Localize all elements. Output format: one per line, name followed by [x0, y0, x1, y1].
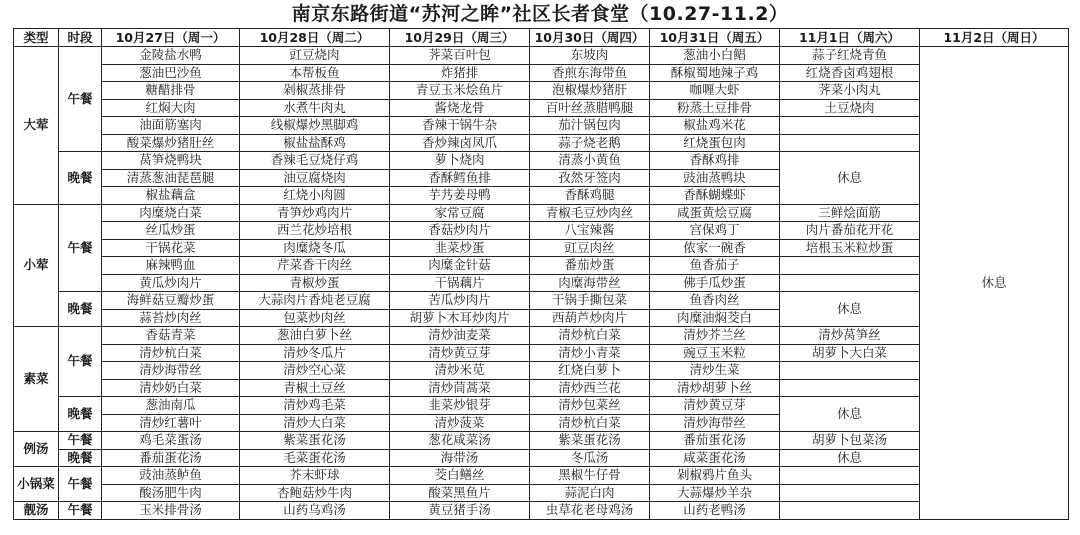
dish-cell: 炸猪排	[390, 64, 530, 82]
dish-cell: 干锅手撕包菜	[530, 292, 650, 310]
dish-cell: 虫草花老母鸡汤	[530, 502, 650, 520]
dish-cell	[780, 117, 920, 135]
table-row	[14, 484, 1069, 502]
table-row	[14, 82, 1069, 100]
dish-cell: 韭菜炒蛋	[390, 239, 530, 257]
dish-cell: 剁椒鸦片鱼头	[650, 467, 780, 485]
dish-cell: 茭白鳝丝	[390, 467, 530, 485]
dish-cell: 韭菜炒银芽	[390, 397, 530, 415]
dish-cell: 酸菜黑鱼片	[390, 484, 530, 502]
period-label: 午餐	[59, 327, 102, 397]
dish-cell: 清炒莴笋丝	[780, 327, 920, 345]
dish-cell: 培根玉米粒炒蛋	[780, 239, 920, 257]
dish-cell: 番茄蛋花汤	[102, 449, 240, 467]
dish-cell: 酱烧龙骨	[390, 99, 530, 117]
dish-cell: 海鲜菇豆瓣炒蛋	[102, 292, 240, 310]
dish-cell: 香辣干锅牛杂	[390, 117, 530, 135]
period-label: 午餐	[59, 502, 102, 520]
column-header: 10月28日（周二）	[240, 29, 390, 47]
dish-cell: 肉糜金针菇	[390, 257, 530, 275]
dish-cell: 肉糜油焖茭白	[650, 309, 780, 327]
dish-cell: 蒜苔炒肉丝	[102, 309, 240, 327]
dish-cell: 葱油巴沙鱼	[102, 64, 240, 82]
dish-cell: 清炒茼蒿菜	[390, 379, 530, 397]
dish-cell: 椒盐鸡米花	[650, 117, 780, 135]
dish-cell: 本帮板鱼	[240, 64, 390, 82]
dish-cell: 金陵盐水鸭	[102, 47, 240, 65]
dish-cell: 清炒生菜	[650, 362, 780, 380]
dish-cell: 香煎东海带鱼	[530, 64, 650, 82]
dish-cell	[780, 274, 920, 292]
dish-cell: 芹菜香干肉丝	[240, 257, 390, 275]
dish-cell: 水煮牛肉丸	[240, 99, 390, 117]
dish-cell: 家常豆腐	[390, 204, 530, 222]
dish-cell: 黄瓜炒肉片	[102, 274, 240, 292]
dish-cell: 杏鲍菇炒牛肉	[240, 484, 390, 502]
dish-cell: 清炒大白菜	[240, 414, 390, 432]
dish-cell: 肉糜海带丝	[530, 274, 650, 292]
table-row	[14, 449, 1069, 467]
dish-cell: 鱼香茄子	[650, 257, 780, 275]
dish-cell: 清炒包菜丝	[530, 397, 650, 415]
period-label: 午餐	[59, 432, 102, 450]
dish-cell: 土豆烧肉	[780, 99, 920, 117]
dish-cell: 荠菜百叶包	[390, 47, 530, 65]
dish-cell	[780, 379, 920, 397]
dish-cell: 香酥蝴蝶虾	[650, 187, 780, 205]
table-row	[14, 222, 1069, 240]
table-row	[14, 117, 1069, 135]
table-row	[14, 274, 1069, 292]
category-label: 例汤	[14, 432, 59, 467]
dish-cell: 椒盐盐酥鸡	[240, 134, 390, 152]
table-row	[14, 397, 1069, 415]
dish-cell: 胡萝卜木耳炒肉片	[390, 309, 530, 327]
dish-cell: 紫菜蛋花汤	[530, 432, 650, 450]
table-row	[14, 292, 1069, 310]
period-label: 午餐	[59, 47, 102, 152]
dish-cell: 荠菜小肉丸	[780, 82, 920, 100]
dish-cell: 东坡肉	[530, 47, 650, 65]
dish-cell: 鸡毛菜蛋汤	[102, 432, 240, 450]
table-row	[14, 362, 1069, 380]
dish-cell: 豉油蒸鸭块	[650, 169, 780, 187]
dish-cell: 蒜子烧老鹅	[530, 134, 650, 152]
dish-cell: 清炒杭白菜	[102, 344, 240, 362]
dish-cell: 清炒小青菜	[530, 344, 650, 362]
dish-cell: 干锅藕片	[390, 274, 530, 292]
dish-cell: 线椒爆炒黑脚鸡	[240, 117, 390, 135]
dish-cell: 清炒冬瓜片	[240, 344, 390, 362]
dish-cell: 孜然牙签肉	[530, 169, 650, 187]
dish-cell: 清炒油麦菜	[390, 327, 530, 345]
dish-cell	[780, 134, 920, 152]
dish-cell: 清炒奶白菜	[102, 379, 240, 397]
period-label: 晚餐	[59, 397, 102, 432]
dish-cell: 红烧小肉圆	[240, 187, 390, 205]
dish-cell: 休息	[780, 449, 920, 467]
dish-cell: 清炒海带丝	[650, 414, 780, 432]
dish-cell: 豇豆肉丝	[530, 239, 650, 257]
dish-cell: 清炒黄豆芽	[650, 397, 780, 415]
dish-cell: 清炒胡萝卜丝	[650, 379, 780, 397]
dish-cell: 苦瓜炒肉片	[390, 292, 530, 310]
saturday-rest-cell: 休息	[780, 152, 920, 205]
column-header: 时段	[59, 29, 102, 47]
column-header: 10月31日（周五）	[650, 29, 780, 47]
dish-cell: 酥椒蜀地辣子鸡	[650, 64, 780, 82]
dish-cell: 香菇青菜	[102, 327, 240, 345]
dish-cell: 山药老鸭汤	[650, 502, 780, 520]
dish-cell: 芥末虾球	[240, 467, 390, 485]
dish-cell: 清蒸葱油琵琶腿	[102, 169, 240, 187]
column-header: 类型	[14, 29, 59, 47]
column-header: 10月30日（周四）	[530, 29, 650, 47]
period-label: 晚餐	[59, 292, 102, 327]
dish-cell: 椒盐藕盒	[102, 187, 240, 205]
dish-cell: 糖醋排骨	[102, 82, 240, 100]
dish-cell: 红烧白萝卜	[530, 362, 650, 380]
dish-cell: 清炒黄豆芽	[390, 344, 530, 362]
dish-cell: 泡椒爆炒猪肝	[530, 82, 650, 100]
dish-cell: 香菇炒肉片	[390, 222, 530, 240]
dish-cell: 清炒西兰花	[530, 379, 650, 397]
dish-cell: 西兰花炒培根	[240, 222, 390, 240]
table-row	[14, 467, 1069, 485]
dish-cell: 清炒杭白菜	[530, 414, 650, 432]
dish-cell: 清炒杭白菜	[530, 327, 650, 345]
dish-cell: 咸蛋黄烩豆腐	[650, 204, 780, 222]
table-row	[14, 64, 1069, 82]
dish-cell: 鱼香肉丝	[650, 292, 780, 310]
saturday-rest-cell: 休息	[780, 397, 920, 432]
dish-cell: 红烧香卤鸡翅根	[780, 64, 920, 82]
dish-cell: 粉蒸土豆排骨	[650, 99, 780, 117]
dish-cell: 清炒鸡毛菜	[240, 397, 390, 415]
column-header: 11月1日（周六）	[780, 29, 920, 47]
dish-cell: 酸汤肥牛肉	[102, 484, 240, 502]
period-label: 晚餐	[59, 449, 102, 467]
dish-cell: 紫菜蛋花汤	[240, 432, 390, 450]
dish-cell: 胡萝卜包菜汤	[780, 432, 920, 450]
dish-cell: 包菜炒肉丝	[240, 309, 390, 327]
period-label: 午餐	[59, 467, 102, 502]
sunday-rest-cell: 休息	[920, 47, 1069, 520]
dish-cell: 葱油白萝卜丝	[240, 327, 390, 345]
dish-cell: 冬瓜汤	[530, 449, 650, 467]
dish-cell: 侬家一碗香	[650, 239, 780, 257]
dish-cell: 玉米排骨汤	[102, 502, 240, 520]
dish-cell: 清炒红薯叶	[102, 414, 240, 432]
dish-cell: 剁椒蒸排骨	[240, 82, 390, 100]
dish-cell: 海带汤	[390, 449, 530, 467]
period-label: 午餐	[59, 204, 102, 292]
dish-cell: 佛手瓜炒蛋	[650, 274, 780, 292]
dish-cell: 豇豆烧肉	[240, 47, 390, 65]
header-row	[14, 29, 1069, 47]
dish-cell: 肉糜烧冬瓜	[240, 239, 390, 257]
dish-cell: 葱油南瓜	[102, 397, 240, 415]
dish-cell: 肉片番茄花开花	[780, 222, 920, 240]
dish-cell: 萝卜烧肉	[390, 152, 530, 170]
table-row	[14, 204, 1069, 222]
empty-cell	[780, 467, 920, 485]
category-label: 靓汤	[14, 502, 59, 520]
dish-cell: 大蒜爆炒羊杂	[650, 484, 780, 502]
dish-cell: 豉油蒸鲈鱼	[102, 467, 240, 485]
dish-cell: 莴笋烧鸭块	[102, 152, 240, 170]
category-label: 小锅菜	[14, 467, 59, 502]
dish-cell: 葱花咸菜汤	[390, 432, 530, 450]
dish-cell: 山药乌鸡汤	[240, 502, 390, 520]
dish-cell: 毛菜蛋花汤	[240, 449, 390, 467]
dish-cell: 三鲜烩面筋	[780, 204, 920, 222]
period-label: 晚餐	[59, 152, 102, 205]
dish-cell: 咖喱大虾	[650, 82, 780, 100]
dish-cell: 咸菜蛋花汤	[650, 449, 780, 467]
dish-cell: 八宝辣酱	[530, 222, 650, 240]
menu-table	[13, 28, 1069, 520]
dish-cell: 青椒炒蛋	[240, 274, 390, 292]
page-title: 南京东路街道“苏河之眸”社区长者食堂（10.27-11.2）	[291, 3, 789, 25]
dish-cell: 香辣毛豆烧仔鸡	[240, 152, 390, 170]
dish-cell: 清炒芥兰丝	[650, 327, 780, 345]
empty-cell	[780, 484, 920, 502]
dish-cell: 丝瓜炒蛋	[102, 222, 240, 240]
dish-cell: 青豆玉米烩鱼片	[390, 82, 530, 100]
dish-cell: 酸菜爆炒猪肚丝	[102, 134, 240, 152]
dish-cell: 葱油小白鲳	[650, 47, 780, 65]
dish-cell: 清蒸小黄鱼	[530, 152, 650, 170]
column-header: 11月2日（周日）	[920, 29, 1069, 47]
dish-cell: 番茄蛋花汤	[650, 432, 780, 450]
category-label: 小荤	[14, 204, 59, 327]
dish-cell: 豌豆玉米粒	[650, 344, 780, 362]
dish-cell	[780, 362, 920, 380]
dish-cell: 黑椒牛仔骨	[530, 467, 650, 485]
empty-cell	[780, 502, 920, 520]
dish-cell: 芋艿姜母鸭	[390, 187, 530, 205]
table-row	[14, 327, 1069, 345]
dish-cell: 干锅花菜	[102, 239, 240, 257]
dish-cell: 红烧蛋包肉	[650, 134, 780, 152]
table-row	[14, 134, 1069, 152]
dish-cell: 百叶丝蒸腊鸭腿	[530, 99, 650, 117]
dish-cell: 黄豆猪手汤	[390, 502, 530, 520]
table-row	[14, 239, 1069, 257]
table-row	[14, 47, 1069, 65]
table-row	[14, 502, 1069, 520]
category-label: 素菜	[14, 327, 59, 432]
dish-cell: 清炒菠菜	[390, 414, 530, 432]
dish-cell: 清炒米苋	[390, 362, 530, 380]
dish-cell: 清炒空心菜	[240, 362, 390, 380]
table-row	[14, 432, 1069, 450]
table-row	[14, 344, 1069, 362]
dish-cell: 油豆腐烧肉	[240, 169, 390, 187]
dish-cell: 蒜子红烧青鱼	[780, 47, 920, 65]
dish-cell: 青椒土豆丝	[240, 379, 390, 397]
column-header: 10月29日（周三）	[390, 29, 530, 47]
dish-cell: 香酥鸡排	[650, 152, 780, 170]
dish-cell: 香炒辣卤凤爪	[390, 134, 530, 152]
dish-cell: 茄汁锅包肉	[530, 117, 650, 135]
dish-cell: 番茄炒蛋	[530, 257, 650, 275]
table-row	[14, 257, 1069, 275]
saturday-rest-cell: 休息	[780, 292, 920, 327]
table-row	[14, 99, 1069, 117]
dish-cell: 麻辣鸭血	[102, 257, 240, 275]
table-row	[14, 152, 1069, 170]
table-row	[14, 379, 1069, 397]
dish-cell: 红焖大肉	[102, 99, 240, 117]
dish-cell: 宫保鸡丁	[650, 222, 780, 240]
dish-cell: 青椒毛豆炒肉丝	[530, 204, 650, 222]
dish-cell: 肉糜烧白菜	[102, 204, 240, 222]
dish-cell	[780, 257, 920, 275]
dish-cell: 西葫芦炒肉片	[530, 309, 650, 327]
dish-cell: 胡萝卜大白菜	[780, 344, 920, 362]
dish-cell: 蒜泥白肉	[530, 484, 650, 502]
column-header: 10月27日（周一）	[102, 29, 240, 47]
dish-cell: 油面筋塞肉	[102, 117, 240, 135]
dish-cell: 香酥鸡腿	[530, 187, 650, 205]
dish-cell: 清炒海带丝	[102, 362, 240, 380]
dish-cell: 青笋炒鸡肉片	[240, 204, 390, 222]
dish-cell: 大蒜肉片香炖老豆腐	[240, 292, 390, 310]
dish-cell: 香酥鳕鱼排	[390, 169, 530, 187]
category-label: 大荤	[14, 47, 59, 205]
